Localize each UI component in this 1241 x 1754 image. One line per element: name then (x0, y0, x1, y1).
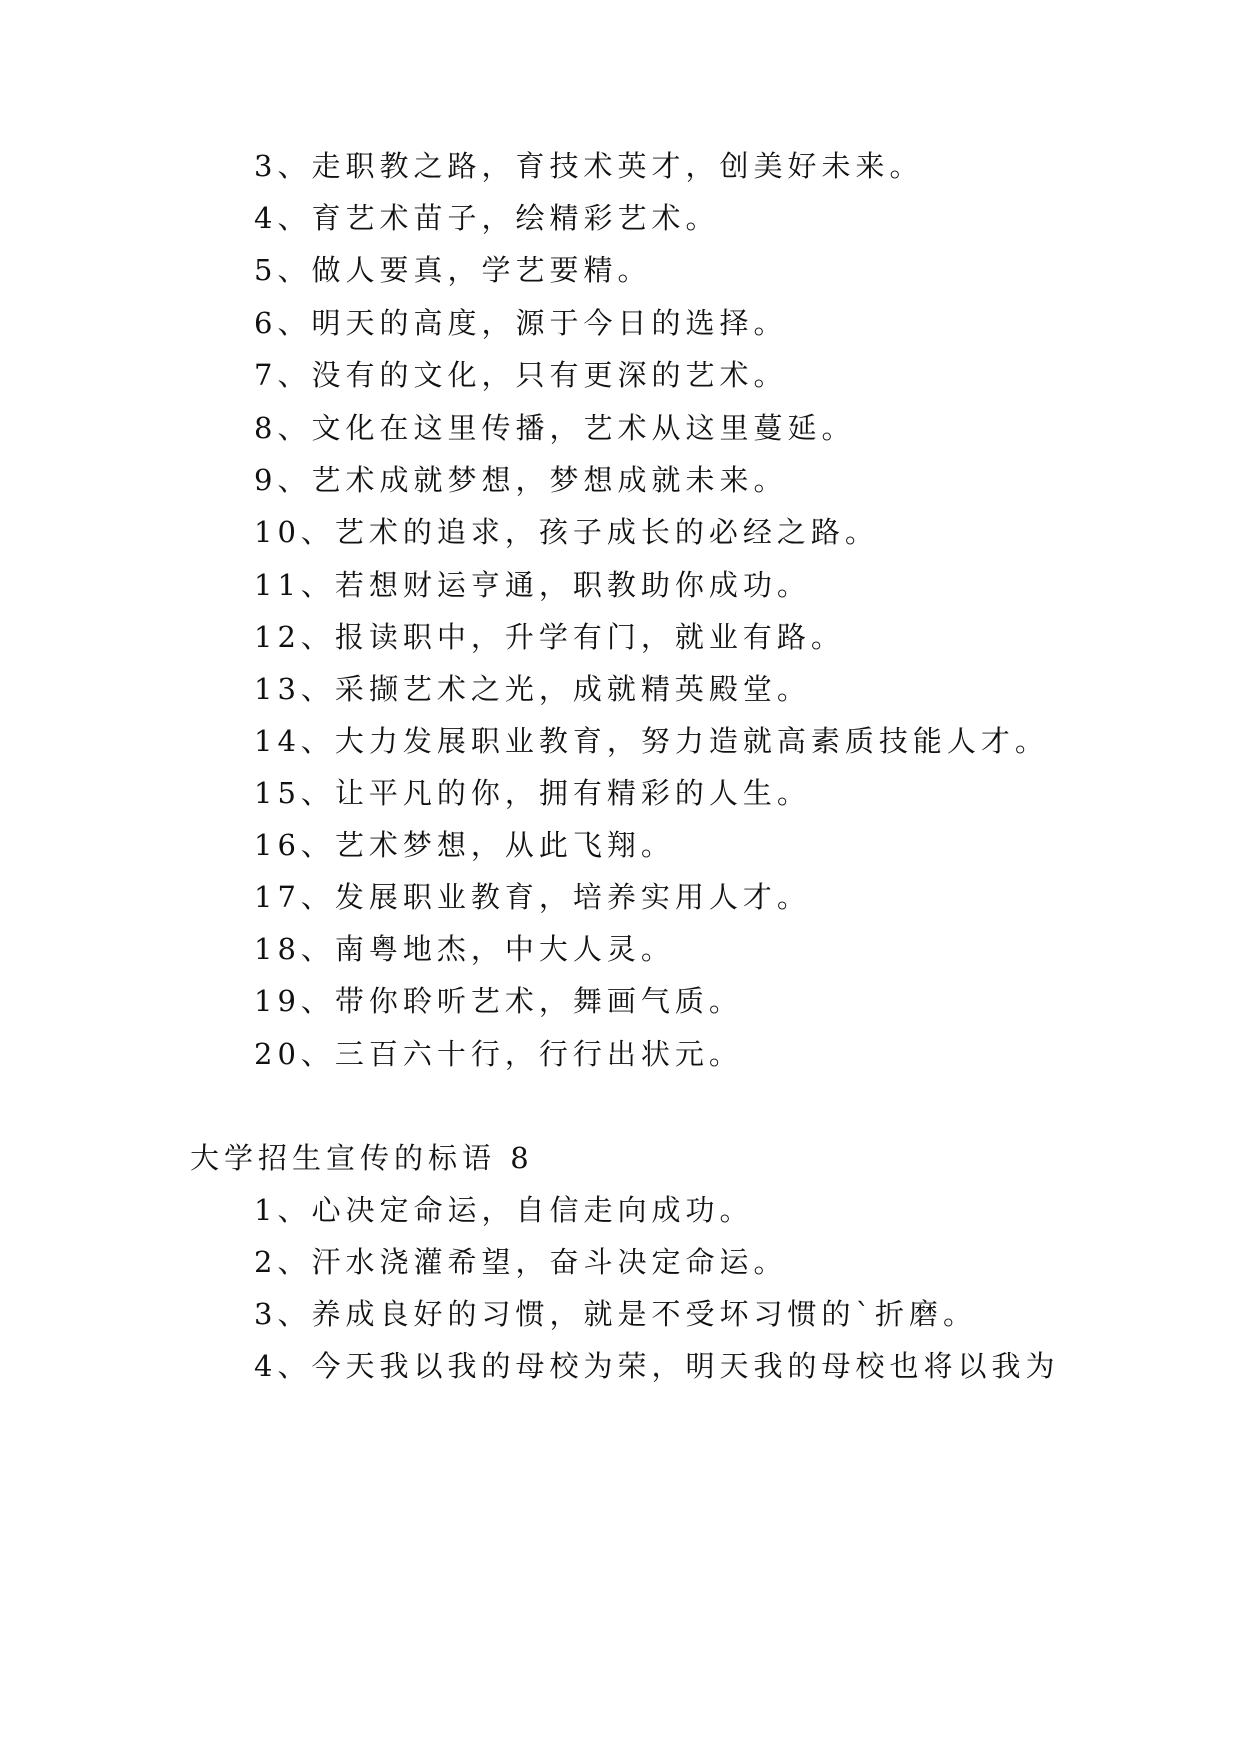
slogan-item: 4、今天我以我的母校为荣，明天我的母校也将以我为 (254, 1349, 1060, 1383)
slogan-item: 18、南粤地杰，中大人灵。 (254, 932, 675, 966)
slogan-item: 1、心决定命运，自信走向成功。 (254, 1193, 754, 1227)
slogan-item: 3、走职教之路，育技术英才，创美好未来。 (254, 149, 924, 183)
slogan-item: 9、艺术成就梦想，梦想成就未来。 (254, 463, 788, 497)
slogan-item: 4、育艺术苗子，绘精彩艺术。 (254, 201, 720, 235)
slogan-item: 17、发展职业教育，培养实用人才。 (254, 880, 811, 914)
slogan-item: 2、汗水浇灌希望，奋斗决定命运。 (254, 1245, 788, 1279)
slogan-item: 8、文化在这里传播，艺术从这里蔓延。 (254, 411, 856, 445)
slogan-item: 15、让平凡的你，拥有精彩的人生。 (254, 776, 811, 810)
slogan-item: 20、三百六十行，行行出状元。 (254, 1037, 743, 1071)
slogan-item: 14、大力发展职业教育，努力造就高素质技能人才。 (254, 724, 1049, 758)
slogan-item: 16、艺术梦想，从此飞翔。 (254, 828, 675, 862)
slogan-item: 12、报读职中，升学有门，就业有路。 (254, 620, 845, 654)
slogan-item: 19、带你聆听艺术，舞画气质。 (254, 984, 743, 1018)
slogan-item: 5、做人要真，学艺要精。 (254, 253, 652, 287)
slogan-item: 11、若想财运亨通，职教助你成功。 (254, 568, 811, 602)
slogan-item: 13、采撷艺术之光，成就精英殿堂。 (254, 672, 811, 706)
slogan-item: 6、明天的高度，源于今日的选择。 (254, 306, 788, 340)
slogan-item: 10、艺术的追求，孩子成长的必经之路。 (254, 515, 879, 549)
section-heading: 大学招生宣传的标语 8 (190, 1141, 534, 1175)
slogan-item: 3、养成良好的习惯，就是不受坏习惯的`折磨。 (254, 1297, 977, 1331)
slogan-item: 7、没有的文化，只有更深的艺术。 (254, 358, 788, 392)
